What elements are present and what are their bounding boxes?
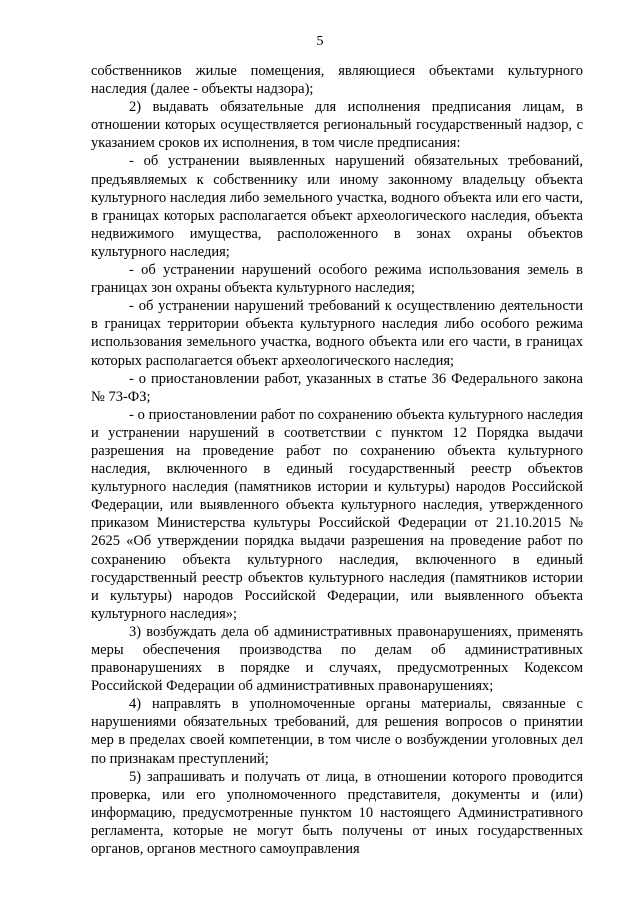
paragraph: 5) запрашивать и получать от лица, в отношении которого проводится проверка, или его уполномоченного представителя, документы и (или) информацию, предусмотренные пунктом 10 настоящего Административного регламента, которые не могут быть получены от иных государственных органов, органов местного самоуправления: [91, 768, 583, 858]
document-body: [91, 62, 583, 858]
paragraph: - об устранении нарушений особого режима использования земель в границах зон охраны объекта культурного наследия;: [91, 262, 583, 297]
paragraph: собственников жилые помещения, являющиеся объектами культурного наследия (далее - объекты надзора);: [91, 63, 583, 98]
paragraph: 4) направлять в уполномоченные органы материалы, связанные с нарушениями обязательных требований, для решения вопросов о принятии мер в пределах своей компетенции, в том числе о возбуждении уголовных дел по признакам преступлений;: [91, 696, 583, 767]
page-number: 5: [316, 34, 324, 49]
paragraph: - об устранении нарушений требований к осуществлению деятельности в границах территории объекта культурного наследия либо особого режима использования земельного участка, водного объекта или его части, в границах которых располагается объект археологического наследия;: [91, 298, 583, 369]
paragraph: - об устранении выявленных нарушений обязательных требований, предъявляемых к собственнику или иному законному владельцу объекта культурного наследия либо земельного участка, водного объекта или его части, в границах которых располагается объект археологического наследия, объекта недвижимого имущества, расположенного в зонах охраны объектов культурного наследия;: [91, 153, 583, 260]
paragraph: - о приостановлении работ по сохранению объекта культурного наследия и устранении нарушений в соответствии с пунктом 12 Порядка выдачи разрешения на проведение работ по сохранению объекта культурного наследия, включенного в единый государственный реестр объектов культурного наследия (памятников истории и культуры) народов Российской Федерации, или выявленного объекта культурного наследия, утвержденного приказом Министерства культуры Российской Федерации от 21.10.2015 № 2625 «Об утверждении порядка выдачи разрешения на проведение работ по сохранению объекта культурного наследия, включенного в единый государственный реестр объектов культурного наследия (памятников истории и культуры) народов Российской Федерации, или выявленного объекта культурного наследия»;: [91, 406, 583, 622]
paragraph: - о приостановлении работ, указанных в статье 36 Федерального закона № 73-ФЗ;: [91, 370, 583, 405]
paragraph: 3) возбуждать дела об административных правонарушениях, применять меры обеспечения производства по делам об административных правонарушениях в порядке и случаях, предусмотренных Кодексом Российской Федерации об административных правонарушениях;: [91, 623, 583, 695]
paragraph: 2) выдавать обязательные для исполнения предписания лицам, в отношении которых осуществляется региональный государственный надзор, с указанием сроков их исполнения, в том числе предписания:: [91, 99, 583, 152]
